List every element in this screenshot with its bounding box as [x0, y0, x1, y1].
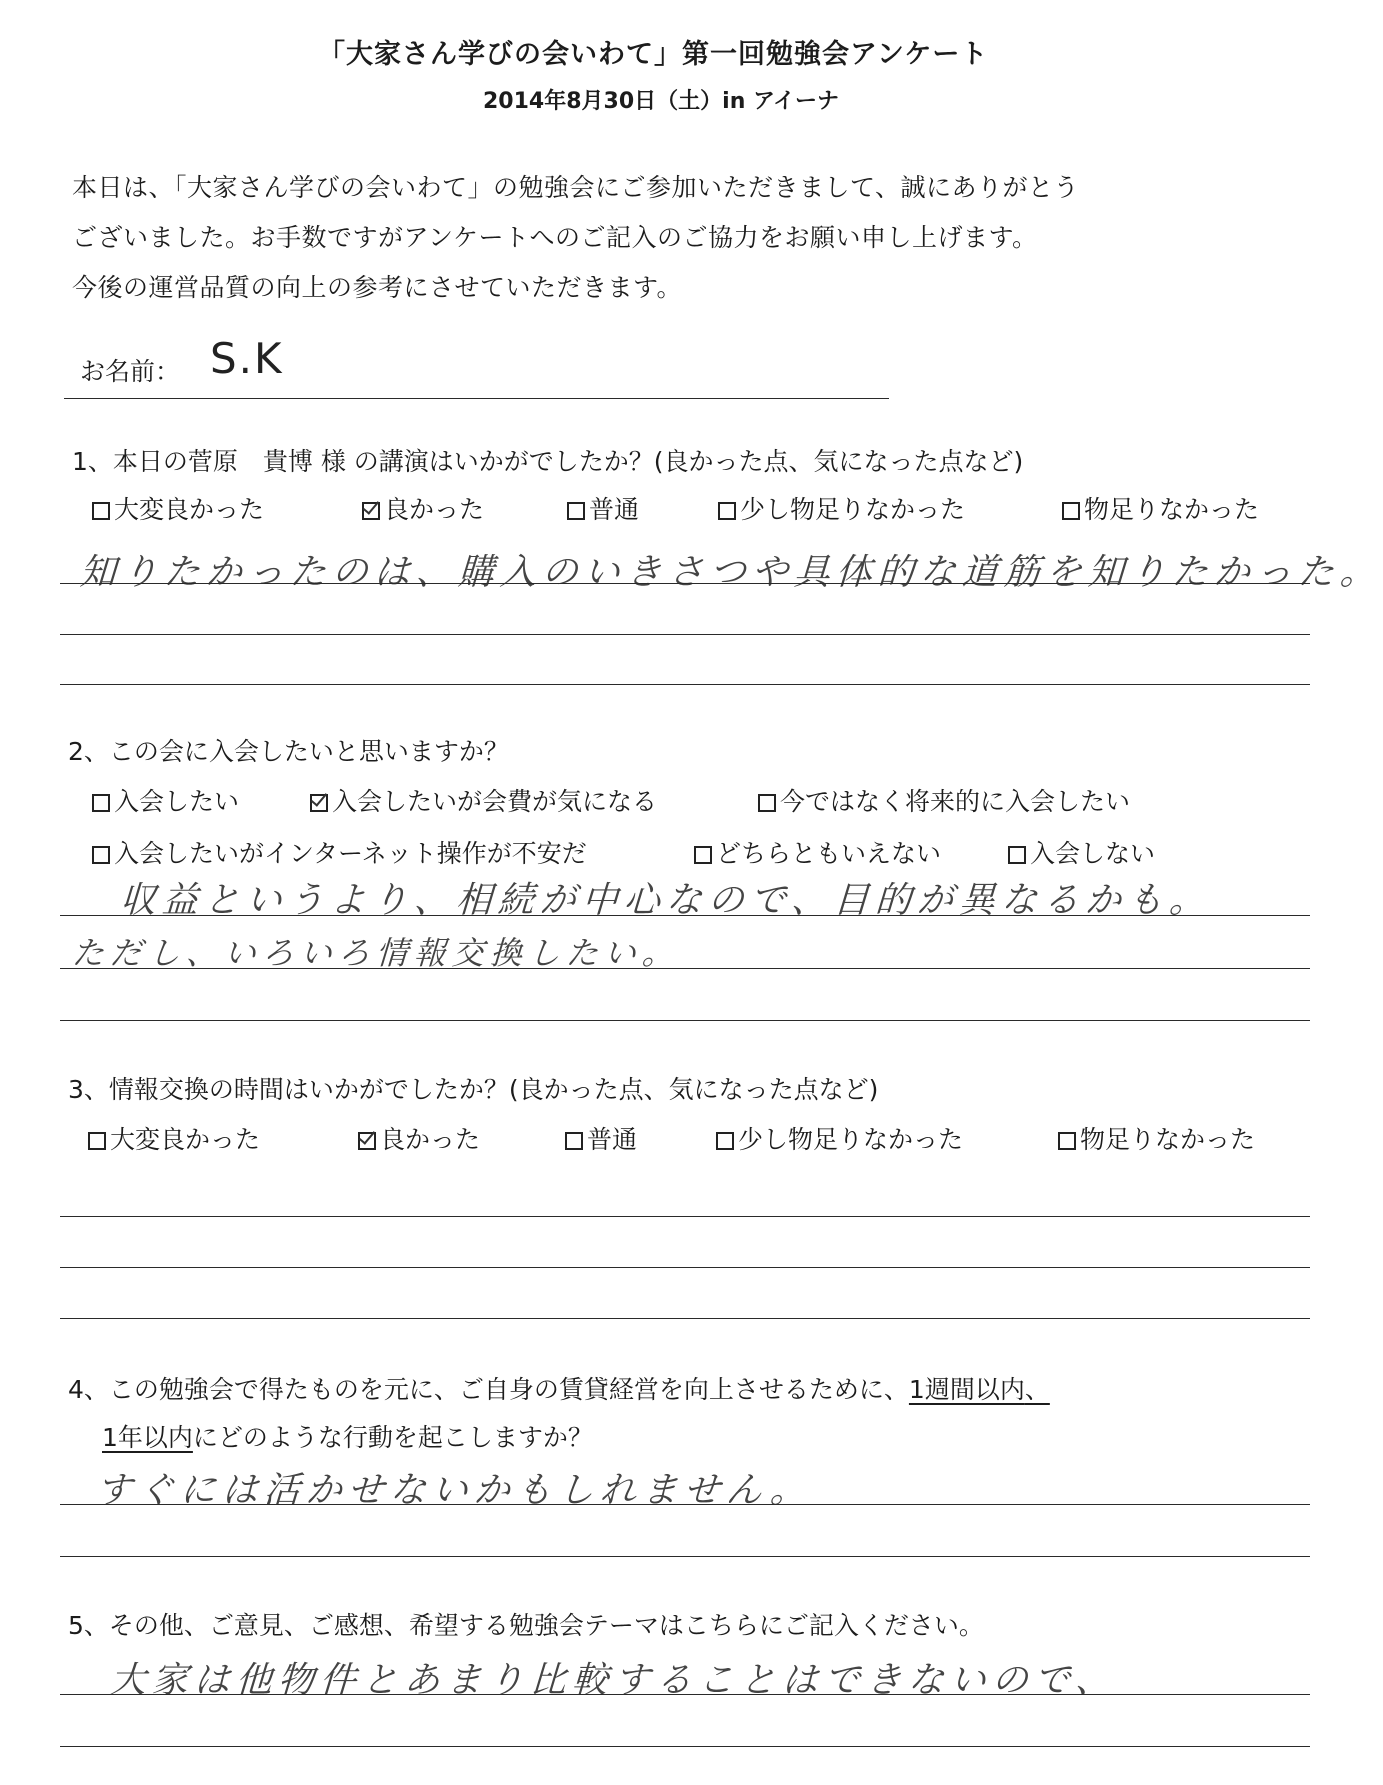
q3-option-lacking[interactable]: 物足りなかった: [1058, 1120, 1255, 1156]
q4-question-line-1: 4、この勉強会で得たものを元に、ご自身の賃貸経営を向上させるために、1週間以内、: [68, 1375, 1050, 1404]
q5-answer-handwriting: 大家は他物件とあまり比較することはできないので、: [108, 1660, 1119, 1701]
answer-line: [60, 915, 1310, 916]
checkbox-icon: [694, 846, 712, 864]
q2-option-join[interactable]: 入会したい: [92, 782, 239, 818]
q5-question: 5、その他、ご意見、ご感想、希望する勉強会テーマはこちらにご記入ください。: [68, 1611, 984, 1640]
answer-line: [60, 1504, 1310, 1505]
q2-option-undecided[interactable]: どちらともいえない: [694, 834, 941, 870]
checkbox-icon: [92, 502, 110, 520]
checkbox-icon: [565, 1132, 583, 1150]
checkbox-icon: [567, 502, 585, 520]
checkbox-icon: [758, 794, 776, 812]
q3-question: 3、情報交換の時間はいかがでしたか？(良かった点、気になった点など): [68, 1075, 879, 1104]
q3-option-slightly-lacking[interactable]: 少し物足りなかった: [716, 1120, 963, 1156]
q1-option-very-good[interactable]: 大変良かった: [92, 490, 264, 526]
q3-option-good[interactable]: 良かった: [358, 1120, 480, 1156]
answer-line: [60, 1020, 1310, 1021]
q3-option-average[interactable]: 普通: [565, 1120, 637, 1156]
checkbox-icon: [1062, 502, 1080, 520]
q2-question: 2、この会に入会したいと思いますか？: [68, 737, 509, 766]
answer-line: [60, 634, 1310, 635]
checkbox-checked-icon: [310, 794, 328, 812]
q2-option-internet-concern[interactable]: 入会したいがインターネット操作が不安だ: [92, 834, 587, 870]
checkbox-icon: [88, 1132, 106, 1150]
checkbox-icon: [716, 1132, 734, 1150]
answer-line: [60, 684, 1310, 685]
intro-line-3: 今後の運営品質の向上の参考にさせていただきます。: [72, 273, 683, 302]
checkbox-icon: [718, 502, 736, 520]
answer-line: [60, 1694, 1310, 1695]
checkbox-checked-icon: [358, 1132, 376, 1150]
q2-option-join-future[interactable]: 今ではなく将来的に入会したい: [758, 782, 1130, 818]
checkbox-icon: [92, 846, 110, 864]
answer-line: [60, 583, 1310, 584]
answer-line: [60, 1318, 1310, 1319]
q1-question: 1、本日の菅原 貴博 様 の講演はいかがでしたか？(良かった点、気になった点など): [72, 447, 1024, 476]
intro-line-1: 本日は、「大家さん学びの会いわて」の勉強会にご参加いただきまして、誠にありがとう: [72, 173, 1080, 202]
event-date: 2014年8月30日（土）in アイーナ: [483, 89, 840, 114]
q1-option-slightly-lacking[interactable]: 少し物足りなかった: [718, 490, 965, 526]
q1-option-average[interactable]: 普通: [567, 490, 639, 526]
q2-option-join-fee-concern[interactable]: 入会したいが会費が気になる: [310, 782, 657, 818]
name-field[interactable]: S.K: [210, 334, 284, 383]
q4-question-line-2: 1年以内にどのような行動を起こしますか？: [102, 1423, 593, 1452]
name-underline: [64, 398, 889, 399]
intro-line-2: ございました。お手数ですがアンケートへのご記入のご協力をお願い申し上げます。: [72, 223, 1038, 252]
checkbox-icon: [1008, 846, 1026, 864]
answer-line: [60, 1267, 1310, 1268]
q1-option-lacking[interactable]: 物足りなかった: [1062, 490, 1259, 526]
name-label: お名前：: [80, 357, 181, 386]
answer-line: [60, 1216, 1310, 1217]
checkbox-icon: [92, 794, 110, 812]
q1-option-good[interactable]: 良かった: [362, 490, 484, 526]
q1-answer-handwriting: 知りたかったのは、購入のいきさつや具体的な道筋を知りたかった。: [78, 552, 1383, 593]
answer-line: [60, 1556, 1310, 1557]
checkbox-checked-icon: [362, 502, 380, 520]
checkbox-icon: [1058, 1132, 1076, 1150]
q2-option-not-join[interactable]: 入会しない: [1008, 834, 1155, 870]
answer-line: [60, 968, 1310, 969]
q4-answer-handwriting: すぐには活かせないかもしれません。: [94, 1470, 814, 1511]
q2-answer-handwriting-2: ただし、いろいろ情報交換したい。: [70, 934, 681, 972]
answer-line: [60, 1746, 1310, 1747]
page-title: 「大家さん学びの会いわて」第一回勉強会アンケート: [318, 39, 989, 70]
q3-option-very-good[interactable]: 大変良かった: [88, 1120, 260, 1156]
q2-answer-handwriting-1: 収益というより、相続が中心なので、目的が異なるかも。: [118, 880, 1213, 921]
